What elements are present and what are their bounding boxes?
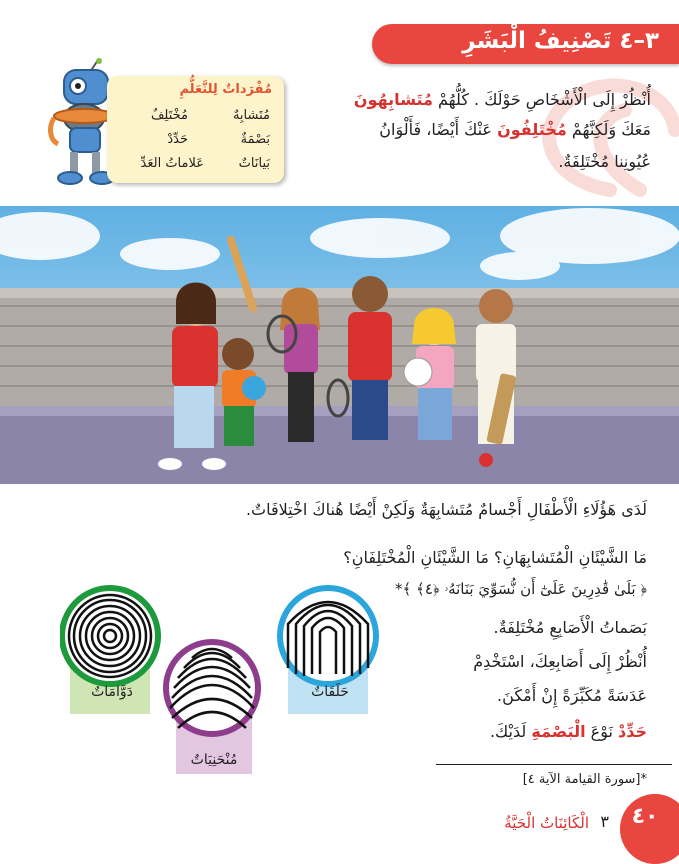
children-illustration <box>0 206 679 484</box>
vocab-word: مُخْتَلِفٌ <box>150 108 188 123</box>
intro-text: أُنْظُرْ إِلَى الْأَشْخَاصِ حَوْلَكَ . كُلُّهُمْ <box>432 90 651 109</box>
intro-line-1 <box>354 90 651 109</box>
whorl-label: دَوَّامَاتٌ <box>91 684 133 700</box>
body-line-5: عَدَسَةً مُكَبِّرَةً إِنْ أَمْكَنَ. <box>497 686 647 705</box>
key-term-identify: حَدِّدْ <box>618 722 647 741</box>
arch-fingerprint-icon <box>166 642 258 734</box>
page-number-badge <box>620 794 679 864</box>
body-text: لَدَيْكَ. <box>489 722 532 741</box>
vocab-word: حَدِّدْ <box>167 132 188 147</box>
intro-line-3: عُيُونِنا مُخْتَلِفَةٌ. <box>558 152 651 171</box>
body-line-4: أُنْظُرْ إِلَى أَصَابِعِكَ، اسْتَخْدِمْ <box>473 652 647 671</box>
unit-title: الْكَائِنَاتُ الْحَيَّةُ <box>504 814 589 832</box>
intro-text: مَعَكَ وَلَكِنَّهُمْ <box>566 120 651 139</box>
body-text: نَوْعَ <box>585 722 619 741</box>
footnote: *[سورة القيامة الآية ٤] <box>522 772 647 787</box>
footnote-divider <box>436 764 672 765</box>
vocabulary-box <box>107 76 284 183</box>
whorl-fingerprint-icon <box>62 588 158 684</box>
loop-fingerprint-icon <box>280 588 376 684</box>
question-line: مَا الشَّيْئَانِ الْمُتَشابِهَانِ؟ مَا الشَّيْئَانِ الْمُخْتَلِفَانِ؟ <box>343 548 647 567</box>
key-term-similar: مُتَشابِهُونَ <box>353 90 433 109</box>
vocabulary-heading: مُفْرَداتٌ لِلتَّعَلُّمِ <box>179 82 272 97</box>
vocab-word: عَلاماتُ العَدِّ <box>140 156 204 171</box>
body-line-1: لَدَى هَؤُلَاءِ الْأَطْفَالِ أَجْسامٌ مُتَشابِهَةٌ وَلَكِنْ أَيْضًا هُناكَ اخْتِلافَاتٌ. <box>245 500 647 519</box>
key-term-fingerprint: الْبَصْمَةِ <box>531 722 586 741</box>
lesson-title: ٣–٤ تَصْنِيفُ الْبَشَرِ <box>462 28 659 54</box>
vocab-word: مُتَشابِهٌ <box>232 108 270 123</box>
arch-label: مُنْحَنِيَاتٌ <box>190 752 238 768</box>
intro-line-2 <box>379 120 651 139</box>
quran-verse: ﴿ بَلَىٰ قَٰدِرِينَ عَلَىٰٓ أَن نُّسَوِّيَ بَنَانَهُۥ ﴿٤﴾ ﴾* <box>395 580 647 598</box>
key-term-different: مُخْتَلِفُونَ <box>497 120 567 139</box>
body-line-6 <box>490 722 647 741</box>
vocab-word: بَيانَاتٌ <box>238 156 270 171</box>
body-line-3: بَصَماتُ الْأَصَابِعِ مُخْتَلِفَةٌ. <box>493 618 647 637</box>
vocab-word: بَصْمَةٌ <box>240 132 270 147</box>
loop-label: حَلَقَاتٌ <box>311 684 349 700</box>
lesson-title-banner <box>372 24 679 64</box>
intro-text: عَنْكَ أَيْضًا، فَأَلْوَانُ <box>379 120 498 139</box>
page-number: ٤٠ <box>631 804 659 829</box>
unit-number: ٣ <box>600 812 609 831</box>
